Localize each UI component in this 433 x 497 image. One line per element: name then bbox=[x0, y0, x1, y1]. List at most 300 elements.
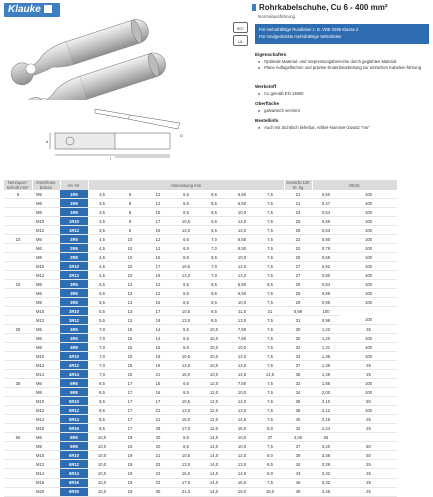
table-cell: M6 bbox=[32, 334, 60, 343]
table-cell: M20 bbox=[32, 487, 60, 496]
table-cell: 10 bbox=[116, 262, 144, 271]
logo-mark-icon bbox=[44, 5, 52, 13]
article-number-cell: 5R6 bbox=[60, 379, 88, 388]
table-cell: 15 bbox=[144, 379, 172, 388]
table-cell: 7,5 bbox=[256, 253, 284, 262]
table-cell: 7,5 bbox=[256, 271, 284, 280]
table-cell: 6,50 bbox=[228, 244, 256, 253]
table-cell: 6,5 bbox=[172, 235, 200, 244]
table-cell: 7,50 bbox=[228, 379, 256, 388]
table-cell: 6,5 bbox=[172, 334, 200, 343]
article-number-cell: 2R5 bbox=[60, 235, 88, 244]
table-cell: 32 bbox=[284, 379, 312, 388]
table-cell: 42 bbox=[284, 460, 312, 469]
table-cell: 100 bbox=[340, 226, 397, 235]
table-cell: M5 bbox=[32, 235, 60, 244]
table-cell: 42 bbox=[284, 424, 312, 433]
page-subtitle: Normalausführung bbox=[258, 14, 296, 19]
table-cell bbox=[4, 208, 32, 217]
table-cell: 17 bbox=[116, 415, 144, 424]
table-cell: 100 bbox=[340, 343, 397, 352]
table-cell: 23 bbox=[144, 469, 172, 478]
table-cell bbox=[4, 244, 32, 253]
table-cell: 13,0 bbox=[228, 271, 256, 280]
table-cell: M6 bbox=[32, 289, 60, 298]
table-cell: 17 bbox=[144, 307, 172, 316]
table-row bbox=[4, 424, 397, 433]
table-cell: M6 bbox=[32, 379, 60, 388]
table-cell: 100 bbox=[340, 406, 397, 415]
table-cell: 43 bbox=[284, 469, 312, 478]
table-cell: 13,0 bbox=[228, 406, 256, 415]
table-cell bbox=[4, 316, 32, 325]
article-number-cell: 6R16 bbox=[60, 478, 88, 487]
table-cell: 0,95 bbox=[312, 298, 340, 307]
article-number-cell: 5R12 bbox=[60, 406, 88, 415]
table-cell: 10,0 bbox=[200, 370, 228, 379]
table-cell: 10,0 bbox=[228, 298, 256, 307]
table-cell: M5 bbox=[32, 325, 60, 334]
table-cell: 37 bbox=[284, 442, 312, 451]
table-cell: 12,0 bbox=[228, 352, 256, 361]
table-row bbox=[4, 316, 397, 325]
table-cell: 14,5 bbox=[256, 370, 284, 379]
table-cell: 10 bbox=[4, 235, 32, 244]
table-cell: M14 bbox=[32, 370, 60, 379]
table-cell: 17 bbox=[116, 397, 144, 406]
table-cell: 12,0 bbox=[228, 397, 256, 406]
table-cell: 7,5 bbox=[256, 361, 284, 370]
table-cell: 13 bbox=[116, 280, 144, 289]
table-cell: 13,0 bbox=[172, 460, 200, 469]
table-cell: M10 bbox=[32, 262, 60, 271]
article-number-cell: 6R20 bbox=[60, 487, 88, 496]
table-cell: 100 bbox=[340, 208, 397, 217]
table-cell: 4,5 bbox=[88, 235, 116, 244]
table-cell: 40 bbox=[284, 415, 312, 424]
svg-text:d: d bbox=[46, 139, 49, 144]
table-cell: 10 bbox=[116, 235, 144, 244]
table-cell: 14,0 bbox=[200, 442, 228, 451]
table-cell: 50 bbox=[340, 451, 397, 460]
table-cell: 21 bbox=[144, 415, 172, 424]
table-cell: 1,20 bbox=[312, 334, 340, 343]
list-item: ■ Optimale Material- und Verpressungsbereiche durch geglühtes Material bbox=[258, 59, 430, 66]
table-cell: 7,5 bbox=[256, 199, 284, 208]
table-cell: 13 bbox=[116, 307, 144, 316]
table-cell: 3,32 bbox=[312, 478, 340, 487]
table-cell: M6 bbox=[32, 199, 60, 208]
article-number-cell: 1R10 bbox=[60, 217, 88, 226]
table-cell: 7,0 bbox=[88, 352, 116, 361]
table-row bbox=[4, 325, 397, 334]
table-cell bbox=[4, 361, 32, 370]
table-cell: 15 bbox=[116, 343, 144, 352]
table-cell: 14,5 bbox=[228, 370, 256, 379]
table-cell: 10,5 bbox=[172, 262, 200, 271]
table-cell: 50 bbox=[340, 442, 397, 451]
table-cell: 13,0 bbox=[228, 460, 256, 469]
table-cell: 13 bbox=[116, 298, 144, 307]
table-cell: 19 bbox=[116, 460, 144, 469]
table-cell: 5,5 bbox=[88, 280, 116, 289]
table-cell: 19 bbox=[144, 361, 172, 370]
table-cell: 8,5 bbox=[88, 388, 116, 397]
table-cell: 6,5 bbox=[172, 199, 200, 208]
table-cell: 0,84 bbox=[312, 280, 340, 289]
table-cell: 12 bbox=[144, 289, 172, 298]
table-cell: 4,5 bbox=[88, 271, 116, 280]
table-cell: 10,0 bbox=[228, 388, 256, 397]
article-number-cell: 4R8 bbox=[60, 343, 88, 352]
article-number-cell: 5R16 bbox=[60, 424, 88, 433]
table-cell: 32 bbox=[284, 343, 312, 352]
table-cell: 8,5 bbox=[200, 316, 228, 325]
column-header: Nennquer-schnitt mm² bbox=[4, 180, 32, 190]
table-cell: 8 bbox=[116, 190, 144, 199]
table-cell: 7,5 bbox=[256, 379, 284, 388]
table-cell: 17,0 bbox=[172, 478, 200, 487]
table-cell: 16,0 bbox=[228, 424, 256, 433]
table-cell: 3,32 bbox=[312, 469, 340, 478]
table-cell: 7,5 bbox=[256, 217, 284, 226]
table-cell: 100 bbox=[340, 388, 397, 397]
table-cell: 25 bbox=[312, 433, 340, 442]
article-number-cell: 6R10 bbox=[60, 451, 88, 460]
table-cell: M8 bbox=[32, 343, 60, 352]
table-cell: 46 bbox=[284, 478, 312, 487]
table-row bbox=[4, 199, 397, 208]
article-number-cell: 5R8 bbox=[60, 388, 88, 397]
table-cell: 7,5 bbox=[256, 406, 284, 415]
table-cell: 22 bbox=[284, 244, 312, 253]
table-cell: 19 bbox=[116, 487, 144, 496]
table-cell: 14,0 bbox=[200, 460, 228, 469]
table-cell: 3,5 bbox=[88, 226, 116, 235]
table-cell: 26 bbox=[284, 280, 312, 289]
table-cell: 34 bbox=[284, 388, 312, 397]
table-cell: 12 bbox=[144, 235, 172, 244]
table-cell: 2,12 bbox=[312, 406, 340, 415]
table-cell: M6 bbox=[32, 244, 60, 253]
highlight-item: Für mehrdrähtige Rundleiter z. B. VDE 0295 Klasse 2 bbox=[259, 27, 359, 32]
table-cell: 1,22 bbox=[312, 325, 340, 334]
column-header: VE/St. bbox=[312, 180, 397, 190]
table-cell: 5,5 bbox=[88, 298, 116, 307]
table-cell: 15,0 bbox=[172, 415, 200, 424]
table-cell bbox=[4, 262, 32, 271]
table-cell: M12 bbox=[32, 406, 60, 415]
table-cell: 48 bbox=[284, 487, 312, 496]
table-cell: 15 bbox=[144, 208, 172, 217]
table-cell: 100 bbox=[340, 334, 397, 343]
table-cell: 100 bbox=[312, 307, 340, 316]
table-cell: 12,0 bbox=[200, 379, 228, 388]
table-row bbox=[4, 352, 397, 361]
table-cell: 0,50 bbox=[312, 190, 340, 199]
table-cell: 7,5 bbox=[256, 316, 284, 325]
table-cell: 14,0 bbox=[200, 433, 228, 442]
table-cell: 15,0 bbox=[172, 370, 200, 379]
table-cell: 25 bbox=[340, 415, 397, 424]
table-cell: 5,5 bbox=[172, 280, 200, 289]
table-cell: 3,20 bbox=[312, 442, 340, 451]
table-cell: 10 bbox=[116, 244, 144, 253]
article-number-cell: 4R12 bbox=[60, 361, 88, 370]
table-cell: 15 bbox=[116, 325, 144, 334]
table-cell: 10,0 bbox=[228, 433, 256, 442]
table-cell: 0,58 bbox=[312, 253, 340, 262]
table-cell: 30 bbox=[284, 334, 312, 343]
table-cell: 10,0 bbox=[200, 334, 228, 343]
table-cell: 16 bbox=[144, 388, 172, 397]
table-cell: M14 bbox=[32, 415, 60, 424]
table-cell: 7,5 bbox=[256, 190, 284, 199]
table-row bbox=[4, 235, 397, 244]
table-cell: 8,5 bbox=[256, 280, 284, 289]
table-cell: 8,5 bbox=[88, 397, 116, 406]
article-number-cell: 2R10 bbox=[60, 262, 88, 271]
table-cell: 17 bbox=[144, 217, 172, 226]
table-cell: 100 bbox=[340, 217, 397, 226]
table-cell: 14,0 bbox=[200, 487, 228, 496]
table-cell: 6,5 bbox=[200, 226, 228, 235]
table-cell: 25 bbox=[340, 361, 397, 370]
table-cell: 21 bbox=[144, 370, 172, 379]
table-cell: 10,0 bbox=[200, 352, 228, 361]
table-cell: 50 bbox=[4, 433, 32, 442]
table-cell: 22 bbox=[284, 235, 312, 244]
table-cell: M12 bbox=[32, 460, 60, 469]
table-cell: 7,5 bbox=[256, 244, 284, 253]
table-cell: 12,0 bbox=[200, 406, 228, 415]
table-cell: 7,0 bbox=[200, 244, 228, 253]
table-cell: 3,5 bbox=[88, 208, 116, 217]
table-cell: 6,5 bbox=[172, 379, 200, 388]
table-cell: 21 bbox=[144, 451, 172, 460]
table-cell: 13,0 bbox=[172, 226, 200, 235]
table-cell: 6,50 bbox=[228, 235, 256, 244]
article-number-cell: 3R8 bbox=[60, 298, 88, 307]
article-number-cell: 3R12 bbox=[60, 316, 88, 325]
table-cell: 12 bbox=[144, 244, 172, 253]
column-header: Abmessung mm bbox=[88, 180, 284, 190]
table-cell: 23 bbox=[144, 478, 172, 487]
table-cell: 5,5 bbox=[172, 325, 200, 334]
table-row bbox=[4, 298, 397, 307]
svg-text:D: D bbox=[180, 133, 183, 138]
table-cell: 7,5 bbox=[256, 343, 284, 352]
table-cell: 7,5 bbox=[256, 397, 284, 406]
table-cell: 10,5 bbox=[172, 217, 200, 226]
table-cell: 10,0 bbox=[88, 433, 116, 442]
table-cell: 0,54 bbox=[312, 208, 340, 217]
table-cell: 100 bbox=[340, 352, 397, 361]
table-cell: 100 bbox=[340, 244, 397, 253]
table-cell: 7,0 bbox=[200, 262, 228, 271]
table-row bbox=[4, 469, 397, 478]
table-cell: M5 bbox=[32, 280, 60, 289]
table-cell: 19 bbox=[116, 478, 144, 487]
table-cell: 10,5 bbox=[172, 397, 200, 406]
table-cell: 15 bbox=[144, 253, 172, 262]
table-cell: 10 bbox=[116, 271, 144, 280]
table-cell: 1,39 bbox=[312, 361, 340, 370]
table-cell: 7,50 bbox=[228, 325, 256, 334]
table-cell: 10,0 bbox=[200, 361, 228, 370]
table-cell: 7,5 bbox=[256, 352, 284, 361]
table-cell: M12 bbox=[32, 316, 60, 325]
cable-lug-photo bbox=[10, 18, 200, 100]
table-cell: 7,5 bbox=[256, 289, 284, 298]
table-row bbox=[4, 334, 397, 343]
table-row bbox=[4, 262, 397, 271]
table-cell: 10,0 bbox=[228, 253, 256, 262]
table-cell: 8,5 bbox=[88, 415, 116, 424]
table-cell: 28 bbox=[144, 424, 172, 433]
table-cell: 13,0 bbox=[228, 361, 256, 370]
table-cell bbox=[4, 460, 32, 469]
table-cell bbox=[4, 406, 32, 415]
table-cell: 12,0 bbox=[200, 388, 228, 397]
table-cell: M6 bbox=[32, 433, 60, 442]
table-cell: 13,0 bbox=[172, 361, 200, 370]
table-row bbox=[4, 271, 397, 280]
table-row bbox=[4, 379, 397, 388]
table-cell: 10,0 bbox=[88, 451, 116, 460]
table-row bbox=[4, 226, 397, 235]
table-cell: 15 bbox=[116, 361, 144, 370]
table-cell: 17 bbox=[116, 406, 144, 415]
table-cell: 8 bbox=[116, 199, 144, 208]
highlight-box bbox=[255, 24, 429, 44]
table-cell: 29 bbox=[284, 298, 312, 307]
article-number-cell: 6R6 bbox=[60, 433, 88, 442]
table-cell: 8,5 bbox=[200, 307, 228, 316]
table-cell: 14,5 bbox=[228, 415, 256, 424]
table-cell: 8,5 bbox=[200, 199, 228, 208]
table-row bbox=[4, 370, 397, 379]
table-cell: M10 bbox=[32, 397, 60, 406]
table-row bbox=[4, 478, 397, 487]
table-cell: 21 bbox=[284, 199, 312, 208]
table-cell: 5,5 bbox=[88, 316, 116, 325]
table-cell: 37 bbox=[284, 361, 312, 370]
table-cell: 23 bbox=[284, 208, 312, 217]
table-cell: 7,0 bbox=[200, 271, 228, 280]
table-cell bbox=[4, 307, 32, 316]
table-cell: 8,5 bbox=[256, 460, 284, 469]
table-cell: M5 bbox=[32, 190, 60, 199]
table-cell: 8,5 bbox=[172, 253, 200, 262]
table-cell: 12 bbox=[144, 199, 172, 208]
section-heading: Werkstoff bbox=[255, 84, 277, 89]
table-cell: 3,00 bbox=[284, 433, 312, 442]
table-cell: M8 bbox=[32, 298, 60, 307]
table-cell: 8,5 bbox=[88, 406, 116, 415]
table-cell: 17 bbox=[116, 424, 144, 433]
section-heading: Oberfläche bbox=[255, 101, 279, 106]
table-row bbox=[4, 307, 397, 316]
table-cell: 0,80 bbox=[312, 235, 340, 244]
table-cell bbox=[4, 289, 32, 298]
table-cell: 10,0 bbox=[228, 343, 256, 352]
table-cell: 19 bbox=[144, 226, 172, 235]
article-number-cell: 1R6 bbox=[60, 199, 88, 208]
table-cell bbox=[4, 226, 32, 235]
table-cell bbox=[4, 334, 32, 343]
table-cell: 5,50 bbox=[228, 280, 256, 289]
table-cell: 12 bbox=[144, 280, 172, 289]
table-cell: 38 bbox=[284, 370, 312, 379]
table-cell: 3,36 bbox=[312, 460, 340, 469]
table-cell: 0,63 bbox=[312, 226, 340, 235]
table-cell: 1,49 bbox=[312, 370, 340, 379]
table-cell: 38 bbox=[284, 406, 312, 415]
table-row bbox=[4, 415, 397, 424]
table-cell: M10 bbox=[32, 451, 60, 460]
table-cell: 10,5 bbox=[172, 352, 200, 361]
table-cell: M16 bbox=[32, 424, 60, 433]
table-cell: 5,5 bbox=[88, 289, 116, 298]
table-cell: 8,5 bbox=[172, 388, 200, 397]
table-row bbox=[4, 343, 397, 352]
article-number-cell: 2R6 bbox=[60, 244, 88, 253]
column-header: Anschluss-bolzen bbox=[32, 180, 60, 190]
table-cell: 25 bbox=[284, 253, 312, 262]
table-cell: 100 bbox=[340, 253, 397, 262]
table-cell: 3,5 bbox=[88, 217, 116, 226]
table-cell: 7,0 bbox=[88, 370, 116, 379]
table-cell: 8,5 bbox=[172, 343, 200, 352]
table-cell: 36 bbox=[284, 397, 312, 406]
table-cell: 10,0 bbox=[88, 478, 116, 487]
table-cell: 31 bbox=[256, 307, 284, 316]
article-number-cell: 2R8 bbox=[60, 253, 88, 262]
table-cell: 7,0 bbox=[200, 235, 228, 244]
table-cell: M8 bbox=[32, 208, 60, 217]
table-cell: 31 bbox=[284, 316, 312, 325]
table-cell: 8 bbox=[116, 208, 144, 217]
table-row bbox=[4, 208, 397, 217]
list-item: ■ Plane Auflageflächen und präzise Endenbearbeitung zur einfachen Kabelein-führung bbox=[258, 65, 430, 72]
table-cell: 100 bbox=[340, 379, 397, 388]
table-cell: 8,5 bbox=[88, 424, 116, 433]
technical-drawing bbox=[10, 103, 200, 161]
table-row bbox=[4, 253, 397, 262]
table-cell: 27 bbox=[284, 262, 312, 271]
table-row bbox=[4, 487, 397, 496]
table-cell: M12 bbox=[32, 271, 60, 280]
table-cell: 8,0 bbox=[256, 469, 284, 478]
table-cell: 19 bbox=[144, 316, 172, 325]
table-cell: 2,10 bbox=[312, 397, 340, 406]
article-number-cell: 3R10 bbox=[60, 307, 88, 316]
table-cell: 19 bbox=[116, 451, 144, 460]
table-cell: 8,0 bbox=[256, 424, 284, 433]
table-cell bbox=[4, 487, 32, 496]
table-cell bbox=[4, 271, 32, 280]
svg-text:l: l bbox=[110, 156, 111, 161]
table-cell: M14 bbox=[32, 469, 60, 478]
article-number-cell: 2R12 bbox=[60, 271, 88, 280]
table-cell: 12,0 bbox=[228, 451, 256, 460]
table-cell: M8 bbox=[32, 442, 60, 451]
article-number-cell: 4R5 bbox=[60, 325, 88, 334]
column-header: Gewicht 100 St. kg bbox=[284, 180, 312, 190]
table-cell: 19 bbox=[116, 433, 144, 442]
table-row bbox=[4, 451, 397, 460]
